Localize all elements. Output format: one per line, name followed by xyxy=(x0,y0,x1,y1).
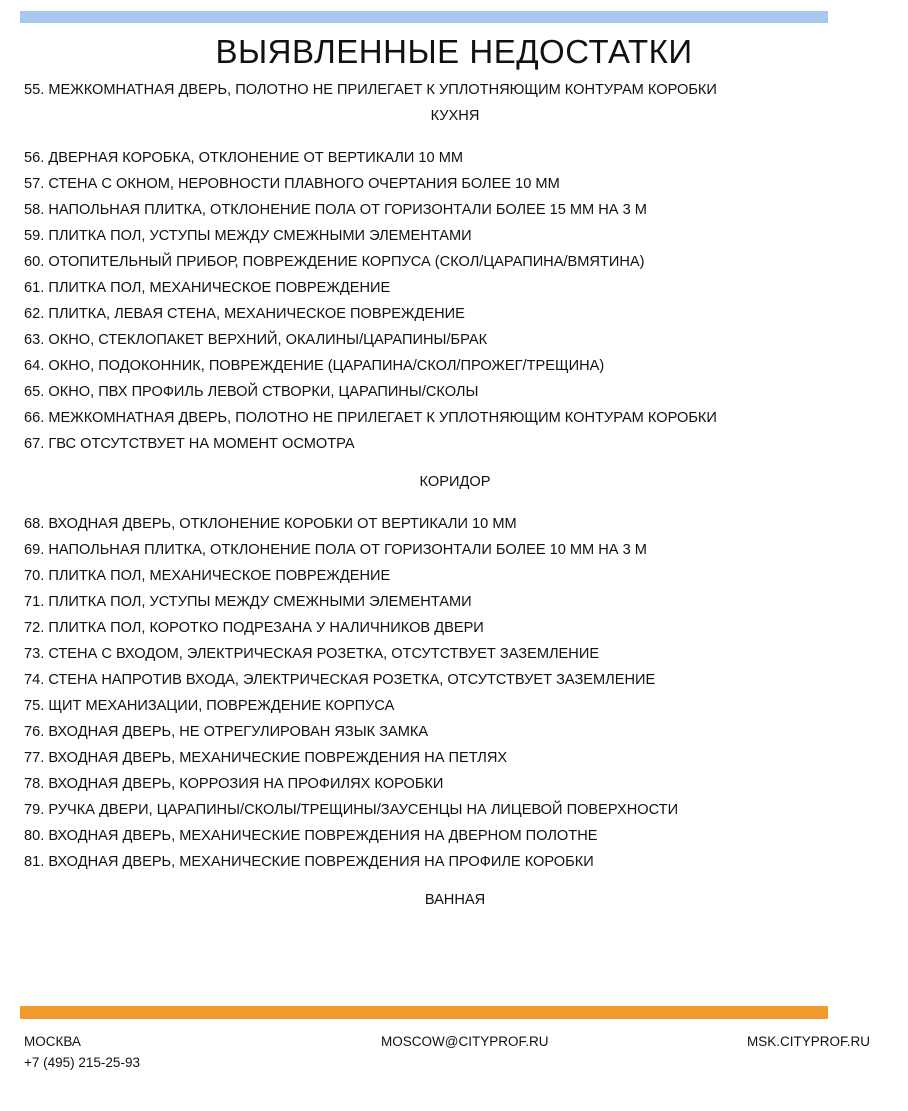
list-item: 56. ДВЕРНАЯ КОРОБКА, ОТКЛОНЕНИЕ ОТ ВЕРТИКАЛИ 10 ММ xyxy=(24,150,464,166)
list-item: 75. ЩИТ МЕХАНИЗАЦИИ, ПОВРЕЖДЕНИЕ КОРПУСА xyxy=(24,698,395,714)
corridor-defects xyxy=(24,511,828,875)
footer-site[interactable]: MSK.CITYPROF.RU xyxy=(747,1034,871,1049)
list-item: 57. СТЕНА С ОКНОМ, НЕРОВНОСТИ ПЛАВНОГО ОЧЕРТАНИЯ БОЛЕЕ 10 ММ xyxy=(24,176,560,192)
footer-email[interactable]: MOSCOW@CITYPROF.RU xyxy=(381,1034,549,1049)
list-item: 67. ГВС ОТСУТСТВУЕТ НА МОМЕНТ ОСМОТРА xyxy=(24,436,355,452)
section-heading-corridor: КОРИДОР xyxy=(419,474,491,490)
list-item: 71. ПЛИТКА ПОЛ, УСТУПЫ МЕЖДУ СМЕЖНЫМИ ЭЛЕМЕНТАМИ xyxy=(24,594,472,610)
list-item: 81. ВХОДНАЯ ДВЕРЬ, МЕХАНИЧЕСКИЕ ПОВРЕЖДЕНИЯ НА ПРОФИЛЕ КОРОБКИ xyxy=(24,854,594,870)
list-item: 63. ОКНО, СТЕКЛОПАКЕТ ВЕРХНИЙ, ОКАЛИНЫ/ЦАРАПИНЫ/БРАК xyxy=(24,332,488,348)
list-item: 60. ОТОПИТЕЛЬНЫЙ ПРИБОР, ПОВРЕЖДЕНИЕ КОРПУСА (СКОЛ/ЦАРАПИНА/ВМЯТИНА) xyxy=(24,254,645,270)
defects-list xyxy=(24,77,828,913)
list-item: 76. ВХОДНАЯ ДВЕРЬ, НЕ ОТРЕГУЛИРОВАН ЯЗЫК ЗАМКА xyxy=(24,724,429,740)
list-item: 59. ПЛИТКА ПОЛ, УСТУПЫ МЕЖДУ СМЕЖНЫМИ ЭЛЕМЕНТАМИ xyxy=(24,228,472,244)
list-item: 55. МЕЖКОМНАТНАЯ ДВЕРЬ, ПОЛОТНО НЕ ПРИЛЕГАЕТ К УПЛОТНЯЮЩИМ КОНТУРАМ КОРОБКИ xyxy=(24,82,717,98)
list-item: 68. ВХОДНАЯ ДВЕРЬ, ОТКЛОНЕНИЕ КОРОБКИ ОТ ВЕРТИКАЛИ 10 ММ xyxy=(24,516,517,532)
footer-phone[interactable]: +7 (495) 215-25-93 xyxy=(24,1055,140,1070)
header-accent-bar xyxy=(20,11,828,23)
section-heading-kitchen: КУХНЯ xyxy=(430,108,480,124)
list-item: 65. ОКНО, ПВХ ПРОФИЛЬ ЛЕВОЙ СТВОРКИ, ЦАРАПИНЫ/СКОЛЫ xyxy=(24,384,479,400)
list-item: 77. ВХОДНАЯ ДВЕРЬ, МЕХАНИЧЕСКИЕ ПОВРЕЖДЕНИЯ НА ПЕТЛЯХ xyxy=(24,750,508,766)
list-item: 70. ПЛИТКА ПОЛ, МЕХАНИЧЕСКОЕ ПОВРЕЖДЕНИЕ xyxy=(24,568,391,584)
footer-accent-bar xyxy=(20,1006,828,1019)
list-item: 69. НАПОЛЬНАЯ ПЛИТКА, ОТКЛОНЕНИЕ ПОЛА ОТ ГОРИЗОНТАЛИ БОЛЕЕ 10 ММ НА 3 М xyxy=(24,542,647,558)
list-item: 74. СТЕНА НАПРОТИВ ВХОДА, ЭЛЕКТРИЧЕСКАЯ РОЗЕТКА, ОТСУТСТВУЕТ ЗАЗЕМЛЕНИЕ xyxy=(24,672,656,688)
footer-city: МОСКВА xyxy=(24,1034,81,1049)
footer-contacts xyxy=(24,1031,140,1073)
list-item: 78. ВХОДНАЯ ДВЕРЬ, КОРРОЗИЯ НА ПРОФИЛЯХ КОРОБКИ xyxy=(24,776,444,792)
list-item: 58. НАПОЛЬНАЯ ПЛИТКА, ОТКЛОНЕНИЕ ПОЛА ОТ ГОРИЗОНТАЛИ БОЛЕЕ 15 ММ НА 3 М xyxy=(24,202,647,218)
page-title: ВЫЯВЛЕННЫЕ НЕДОСТАТКИ xyxy=(215,33,693,70)
list-item: 72. ПЛИТКА ПОЛ, КОРОТКО ПОДРЕЗАНА У НАЛИЧНИКОВ ДВЕРИ xyxy=(24,620,484,636)
list-item: 62. ПЛИТКА, ЛЕВАЯ СТЕНА, МЕХАНИЧЕСКОЕ ПОВРЕЖДЕНИЕ xyxy=(24,306,465,322)
list-item: 73. СТЕНА С ВХОДОМ, ЭЛЕКТРИЧЕСКАЯ РОЗЕТКА, ОТСУТСТВУЕТ ЗАЗЕМЛЕНИЕ xyxy=(24,646,600,662)
list-item: 64. ОКНО, ПОДОКОННИК, ПОВРЕЖДЕНИЕ (ЦАРАПИНА/СКОЛ/ПРОЖЕГ/ТРЕЩИНА) xyxy=(24,358,605,374)
list-item: 61. ПЛИТКА ПОЛ, МЕХАНИЧЕСКОЕ ПОВРЕЖДЕНИЕ xyxy=(24,280,391,296)
list-item: 79. РУЧКА ДВЕРИ, ЦАРАПИНЫ/СКОЛЫ/ТРЕЩИНЫ/ЗАУСЕНЦЫ НА ЛИЦЕВОЙ ПОВЕРХНОСТИ xyxy=(24,802,679,818)
kitchen-defects xyxy=(24,145,828,457)
section-heading-bathroom: ВАННАЯ xyxy=(424,892,486,908)
list-item: 80. ВХОДНАЯ ДВЕРЬ, МЕХАНИЧЕСКИЕ ПОВРЕЖДЕНИЯ НА ДВЕРНОМ ПОЛОТНЕ xyxy=(24,828,598,844)
list-item: 66. МЕЖКОМНАТНАЯ ДВЕРЬ, ПОЛОТНО НЕ ПРИЛЕГАЕТ К УПЛОТНЯЮЩИМ КОНТУРАМ КОРОБКИ xyxy=(24,410,717,426)
